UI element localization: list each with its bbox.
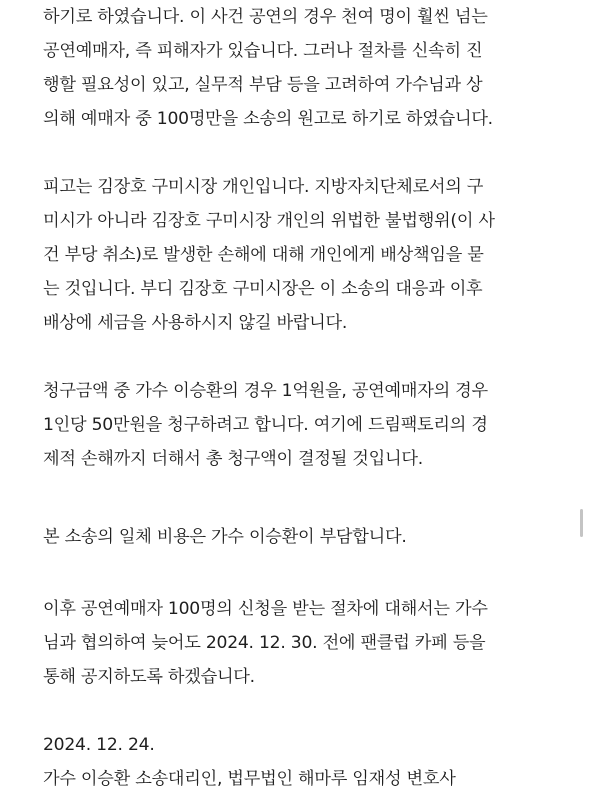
- text-line: 공연예매자, 즉 피해자가 있습니다. 그러나 절차를 신속히 진: [43, 41, 483, 61]
- scrollbar-thumb[interactable]: [580, 509, 583, 537]
- text-line: 행할 필요성이 있고, 실무적 부담 등을 고려하여 가수님과 상: [43, 75, 483, 95]
- text-line: 청구금액 중 가수 이승환의 경우 1억원을, 공연예매자의 경우: [43, 381, 488, 401]
- text-line: 제적 손해까지 더해서 총 청구액이 결정될 것입니다.: [43, 449, 423, 469]
- text-line: 피고는 김장호 구미시장 개인입니다. 지방자치단체로서의 구: [43, 177, 484, 197]
- signature-line: 가수 이승환 소송대리인, 법무법인 해마루 임재성 변호사: [43, 769, 456, 789]
- text-line: 이후 공연예매자 100명의 신청을 받는 절차에 대해서는 가수: [43, 599, 488, 619]
- paragraph-costs: [43, 520, 563, 554]
- text-line: 는 것입니다. 부디 김장호 구미시장은 이 소송의 대응과 이후: [43, 279, 483, 299]
- paragraph-plaintiffs: [43, 0, 563, 136]
- text-line: 님과 협의하여 늦어도 2024. 12. 30. 전에 팬클럽 카페 등을: [43, 633, 486, 653]
- text-line: 본 소송의 일체 비용은 가수 이승환이 부담합니다.: [43, 527, 407, 547]
- paragraph-claim-amount: [43, 374, 563, 476]
- signature-block: [43, 728, 563, 796]
- text-line: 배상에 세금을 사용하시지 않길 바랍니다.: [43, 313, 348, 333]
- text-line: 하기로 하였습니다. 이 사건 공연의 경우 천여 명이 훨씬 넘는: [43, 7, 488, 27]
- text-line: 통해 공지하도록 하겠습니다.: [43, 667, 255, 687]
- text-line: 의해 예매자 중 100명만을 소송의 원고로 하기로 하였습니다.: [43, 109, 493, 129]
- article-body: [43, 0, 563, 800]
- paragraph-procedure: [43, 592, 563, 694]
- text-line: 1인당 50만원을 청구하려고 합니다. 여기에 드림팩토리의 경: [43, 415, 488, 435]
- text-line: 건 부당 취소)로 발생한 손해에 대해 개인에게 배상책임을 묻: [43, 245, 484, 265]
- text-line: 미시가 아니라 김장호 구미시장 개인의 위법한 불법행위(이 사: [43, 211, 495, 231]
- date-line: 2024. 12. 24.: [43, 735, 155, 755]
- paragraph-defendant: [43, 170, 563, 340]
